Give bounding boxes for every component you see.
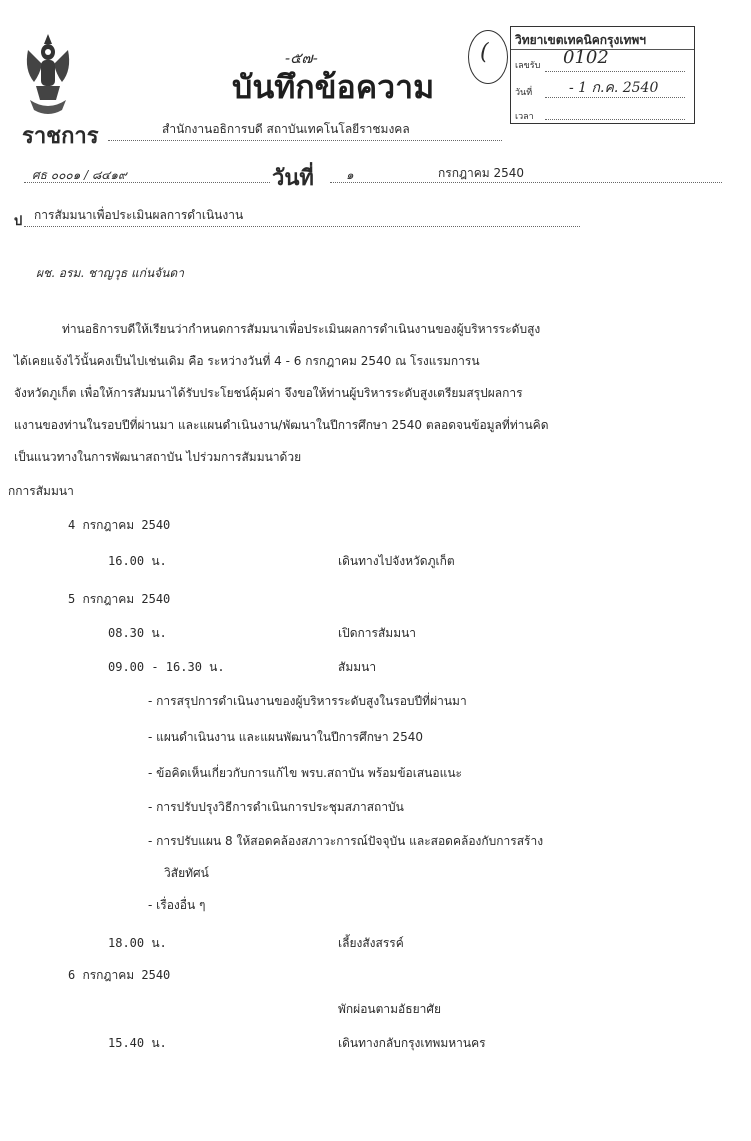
date-value: กรกฎาคม 2540 xyxy=(438,166,525,180)
salutation: ผช. อรม. ชาญวุธ แก่นจันดา xyxy=(36,266,184,280)
body-line: เป็นแนวทางในการพัฒนาสถาบัน ไปร่วมการสัมมนาด้วย xyxy=(14,450,302,464)
department-label: ราชการ xyxy=(22,123,99,149)
stamp-receipt-number: 0102 xyxy=(563,47,609,68)
receipt-stamp xyxy=(510,26,695,124)
subject-value: การสัมมนาเพื่อประเมินผลการดำเนินงาน xyxy=(34,208,244,222)
schedule-time: 18.00 น. xyxy=(108,936,167,950)
schedule-date: 6 กรกฎาคม 2540 xyxy=(68,968,171,982)
schedule-heading: กการสัมมนา xyxy=(8,484,74,498)
agenda-item: - แผนดำเนินงาน และแผนพัฒนาในปีการศึกษา 2540 xyxy=(148,730,423,744)
agenda-item: - การปรับแผน 8 ให้สอดคล้องสภาวะการณ์ปัจจุบัน และสอดคล้องกับการสร้าง xyxy=(148,834,544,848)
schedule-time: 16.00 น. xyxy=(108,554,167,568)
date-day: ๑ xyxy=(346,168,354,182)
schedule-time: 08.30 น. xyxy=(108,626,167,640)
subject-label: ป xyxy=(14,214,23,229)
agenda-item: - การปรับปรุงวิธีการดำเนินการประชุมสภาสถาบัน xyxy=(148,800,404,814)
stamp-institution: วิทยาเขตเทคนิคกรุงเทพฯ xyxy=(515,33,647,47)
schedule-date: 4 กรกฎาคม 2540 xyxy=(68,518,171,532)
body-line: ได้เคยแจ้งไว้นั้นคงเป็นไปเช่นเดิม คือ ระหว่างวันที่ 4 - 6 กรกฎาคม 2540 ณ โรงแรมการน xyxy=(14,354,480,368)
schedule-activity: สัมมนา xyxy=(338,660,377,674)
schedule-activity: เดินทางไปจังหวัดภูเก็ต xyxy=(338,554,455,568)
schedule-time: 15.40 น. xyxy=(108,1036,167,1050)
agenda-item-continuation: วิสัยทัศน์ xyxy=(164,866,209,880)
stamp-time-label: เวลา xyxy=(515,112,534,122)
page-number: -๕๗- xyxy=(285,49,318,67)
body-line: ท่านอธิการบดีให้เรียนว่ากำหนดการสัมมนาเพื่อประเมินผลการดำเนินงานของผู้บริหารระดับสูง xyxy=(62,322,541,336)
agenda-item: - ข้อคิดเห็นเกี่ยวกับการแก้ไข พรบ.สถาบัน พร้อมข้อเสนอแนะ xyxy=(148,766,462,780)
schedule-activity: พักผ่อนตามอัธยาศัย xyxy=(338,1002,442,1016)
body-line: แงานของท่านในรอบปีที่ผ่านมา และแผนดำเนินงาน/พัฒนาในปีการศึกษา 2540 ตลอดจนข้อมูลที่ท่านคิด xyxy=(14,418,549,432)
stamp-date-value: - 1 ก.ค. 2540 xyxy=(569,80,659,96)
agenda-item: - เรื่องอื่น ๆ xyxy=(148,898,206,912)
schedule-activity: เปิดการสัมมนา xyxy=(338,626,417,640)
department-value: สำนักงานอธิการบดี สถาบันเทคโนโลยีราชมงคล xyxy=(162,122,410,136)
stamp-date-label: วันที่ xyxy=(515,88,533,98)
body-line: จังหวัดภูเก็ต เพื่อให้การสัมมนาได้รับประโยชน์คุ้มค่า จึงขอให้ท่านผู้บริหารระดับสูงเตรียมสรุปผลการ xyxy=(14,386,523,400)
garuda-emblem xyxy=(22,30,74,118)
annotation-mark: ( xyxy=(480,40,489,65)
reference-number: ศธ ๐๐๐๑ / ๘๔๑๙ xyxy=(32,168,127,182)
stamp-receipt-label: เลขรับ xyxy=(515,61,541,71)
schedule-time: 09.00 - 16.30 น. xyxy=(108,660,225,674)
date-label: วันที่ xyxy=(272,165,314,191)
schedule-activity: เลี้ยงสังสรรค์ xyxy=(338,936,404,950)
memo-title: บันทึกข้อความ xyxy=(232,68,435,106)
agenda-item: - การสรุปการดำเนินงานของผู้บริหารระดับสูงในรอบปีที่ผ่านมา xyxy=(148,694,467,708)
schedule-activity: เดินทางกลับกรุงเทพมหานคร xyxy=(338,1036,486,1050)
schedule-date: 5 กรกฎาคม 2540 xyxy=(68,592,171,606)
